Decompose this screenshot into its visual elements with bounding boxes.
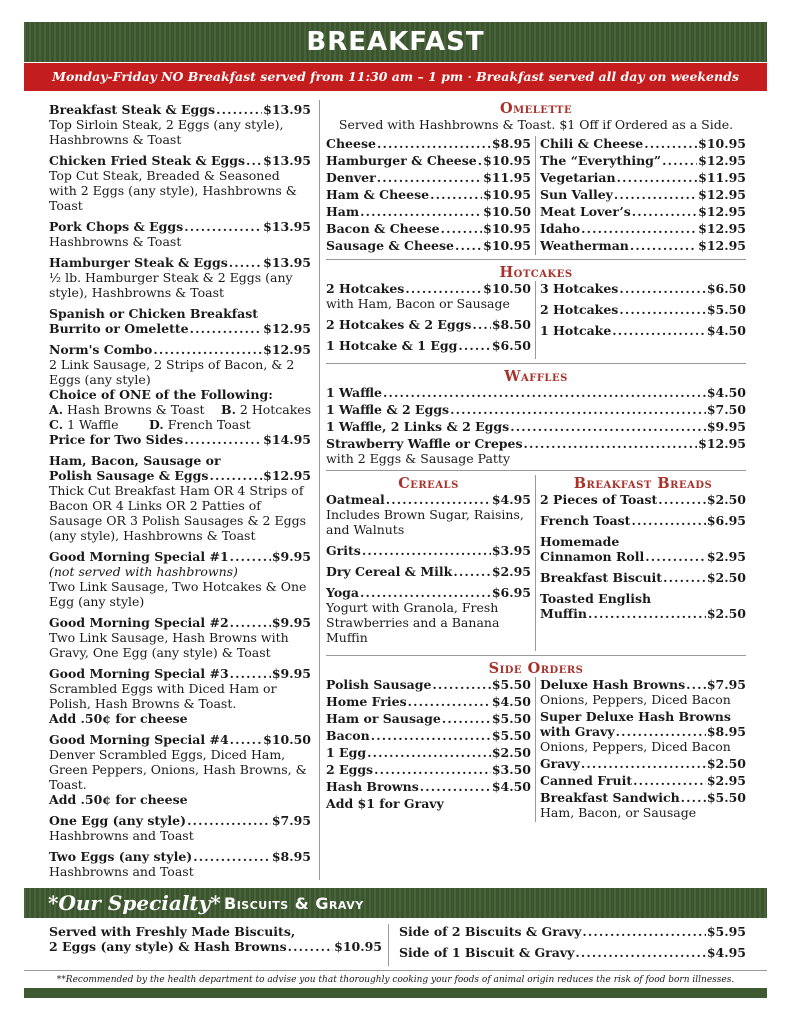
menu-item	[399, 924, 746, 939]
menu-item	[540, 153, 746, 168]
menu-item	[326, 728, 531, 743]
left-column	[49, 102, 311, 885]
item-desc: Two Link Sausage, Two Hotcakes & One Egg (any style)	[49, 579, 307, 609]
cereals-title: Cereals	[398, 475, 459, 492]
item-name: 2 Hotcakes & 2 Eggs	[326, 317, 472, 332]
menu-item	[326, 170, 531, 185]
item-price: $14.95	[263, 432, 311, 447]
item-name: Idaho	[540, 221, 581, 236]
item-name: Ham or Sausage	[326, 711, 441, 726]
item-desc: ½ lb. Hamburger Steak & 2 Eggs (any style), Hashbrowns & Toast	[49, 270, 293, 300]
item-price: $9.95	[706, 419, 746, 434]
item-name: Norm's Combo	[49, 342, 153, 357]
menu-item	[49, 219, 311, 249]
menu-item	[49, 732, 311, 807]
item-price: $10.95	[698, 136, 746, 151]
menu-item	[326, 419, 746, 434]
menu-item	[326, 492, 531, 537]
omelette-subtitle: Served with Hashbrowns & Toast. $1 Off if Ordered as a Side.	[338, 117, 734, 132]
item-price: $4.50	[491, 779, 531, 794]
item-price: $11.95	[483, 170, 531, 185]
menu-item	[326, 564, 531, 579]
gravy-addon: Add $1 for Gravy	[326, 796, 444, 811]
item-desc: Ham, Bacon, or Sausage	[540, 805, 697, 820]
item-price: $6.50	[706, 281, 746, 296]
item-name: with Gravy	[540, 724, 615, 739]
item-name: Muffin	[540, 606, 588, 621]
item-price: $8.95	[271, 849, 311, 864]
item-name: Two Eggs (any style)	[49, 849, 193, 864]
item-price: $6.50	[491, 338, 531, 353]
item-name: Breakfast Sandwich	[540, 790, 680, 805]
menu-item	[540, 756, 746, 771]
item-price: $5.50	[491, 711, 531, 726]
menu-item	[326, 677, 531, 692]
waffles-list	[326, 385, 746, 466]
menu-item	[49, 813, 311, 843]
menu-title: BREAKFAST	[24, 22, 767, 62]
item-name: Cinnamon Roll	[540, 549, 645, 564]
item-desc: Two Link Sausage, Hash Browns with Gravy, One Egg (any style) & Toast	[49, 630, 289, 660]
item-price: $10.95	[483, 221, 531, 236]
menu-item	[540, 513, 746, 528]
omelette-title: Omelette	[499, 100, 573, 117]
item-name: Chili & Cheese	[540, 136, 644, 151]
item-name: Bacon & Cheese	[326, 221, 440, 236]
item-name: Sun Valley	[540, 187, 613, 202]
item-price: $3.95	[491, 543, 531, 558]
menu-item	[326, 762, 531, 777]
item-name: Good Morning Special #4	[49, 732, 229, 747]
menu-item	[326, 221, 531, 236]
item-desc: Yogurt with Granola, Fresh Strawberries and a Banana Muffin	[326, 600, 500, 645]
menu-item	[399, 945, 746, 960]
item-price: $10.50	[263, 732, 311, 747]
menu-item	[540, 136, 746, 151]
menu-item	[326, 136, 531, 151]
item-name: Dry Cereal & Milk	[326, 564, 453, 579]
menu-item	[540, 302, 746, 317]
item-name-line: Homemade	[540, 534, 620, 549]
item-price: $2.95	[706, 549, 746, 564]
item-name: Deluxe Hash Browns	[540, 677, 686, 692]
item-name: Yoga	[326, 585, 360, 600]
right-column	[326, 100, 746, 822]
item-price: $4.50	[706, 323, 746, 338]
choice-row: A. Hash Browns & Toast B. 2 Hotcakes	[49, 402, 312, 417]
item-name-line: Served with Freshly Made Biscuits,	[49, 924, 296, 939]
item-price: $8.50	[491, 317, 531, 332]
item-name: Canned Fruit	[540, 773, 633, 788]
item-price: $10.50	[483, 204, 531, 219]
item-price: $12.95	[698, 238, 746, 253]
item-desc: Onions, Peppers, Diced Bacon	[540, 692, 731, 707]
bottom-bar	[24, 988, 767, 998]
item-price: $12.95	[263, 321, 311, 336]
item-name: Side of 2 Biscuits & Gravy	[399, 924, 582, 939]
item-name: Hamburger Steak & Eggs	[49, 255, 228, 270]
item-name: Price for Two Sides	[49, 432, 184, 447]
item-name: 1 Hotcake & 1 Egg	[326, 338, 458, 353]
specialty-title: Biscuits & Gravy	[224, 894, 364, 913]
menu-item	[49, 306, 311, 336]
column-divider	[319, 100, 320, 880]
omelette-list	[326, 136, 746, 255]
item-price: $7.50	[706, 402, 746, 417]
item-name: Ham & Cheese	[326, 187, 430, 202]
item-name: 1 Waffle & 2 Eggs	[326, 402, 450, 417]
menu-item	[540, 570, 746, 585]
item-name: Vegetarian	[540, 170, 616, 185]
item-price: $8.95	[706, 724, 746, 739]
item-price: $5.95	[706, 924, 746, 939]
item-price: $5.50	[706, 302, 746, 317]
item-price: $4.50	[491, 694, 531, 709]
item-name: 3 Hotcakes	[540, 281, 619, 296]
item-price: $4.95	[491, 492, 531, 507]
cereals-breads	[326, 475, 746, 651]
item-name: 1 Egg	[326, 745, 367, 760]
menu-item	[540, 534, 746, 564]
item-name: Grits	[326, 543, 361, 558]
item-name-line: Ham, Bacon, Sausage or	[49, 453, 221, 468]
specialty-label: *Our Specialty*	[48, 891, 221, 915]
item-price: $7.95	[271, 813, 311, 828]
item-name: 2 Pieces of Toast	[540, 492, 658, 507]
menu-item	[540, 323, 746, 338]
item-name: 2 Hotcakes	[540, 302, 619, 317]
item-price: $12.95	[698, 153, 746, 168]
sides-list	[326, 677, 746, 822]
menu-item	[326, 745, 531, 760]
menu-item	[326, 436, 746, 466]
item-desc: Top Sirloin Steak, 2 Eggs (any style), Hashbrowns & Toast	[49, 117, 284, 147]
item-price: $9.95	[271, 615, 311, 630]
item-name: 2 Eggs (any style) & Hash Browns	[49, 939, 287, 954]
waffles-title: Waffles	[504, 368, 568, 385]
item-name: Oatmeal	[326, 492, 385, 507]
item-price: $2.50	[706, 756, 746, 771]
item-price: $5.50	[491, 728, 531, 743]
menu-item	[49, 342, 311, 447]
menu-item	[540, 170, 746, 185]
item-name: Sausage & Cheese	[326, 238, 454, 253]
item-name: Polish Sausage & Eggs	[49, 468, 209, 483]
item-name: Weatherman	[540, 238, 629, 253]
item-price: $12.95	[698, 187, 746, 202]
item-desc: Thick Cut Breakfast Ham OR 4 Strips of Bacon OR 4 Links OR 2 Patties of Sausage OR 3 Polish Sausages & 2 Eggs (any style), Hashbrowns & Toast	[49, 483, 307, 543]
menu-item	[326, 779, 531, 794]
item-price: $7.95	[706, 677, 746, 692]
item-price: $12.95	[698, 204, 746, 219]
menu-item	[540, 492, 746, 507]
item-desc: Hashbrowns & Toast	[49, 234, 182, 249]
menu-item	[326, 187, 531, 202]
item-desc: with Ham, Bacon or Sausage	[326, 296, 510, 311]
menu-item	[540, 221, 746, 236]
item-price: $10.95	[334, 939, 382, 954]
item-desc: with 2 Eggs & Sausage Patty	[326, 451, 511, 466]
item-price: $12.95	[263, 342, 311, 357]
item-price: $2.50	[491, 745, 531, 760]
menu-item	[326, 711, 531, 726]
item-name: Cheese	[326, 136, 376, 151]
item-name: Burrito or Omelette	[49, 321, 189, 336]
hotcakes-title: Hotcakes	[499, 264, 573, 281]
item-desc: Top Cut Steak, Breaded & Seasoned with 2 Eggs (any style), Hashbrowns & Toast	[49, 168, 297, 213]
menu-item	[326, 694, 531, 709]
item-name: Pork Chops & Eggs	[49, 219, 184, 234]
item-name: 2 Hotcakes	[326, 281, 405, 296]
menu-item	[326, 585, 531, 645]
choice-title: Choice of ONE of the Following:	[49, 387, 273, 402]
item-name: Breakfast Biscuit	[540, 570, 663, 585]
item-name: Home Fries	[326, 694, 407, 709]
item-name: Denver	[326, 170, 376, 185]
biscuits-section	[49, 924, 746, 966]
item-price: $13.95	[263, 102, 311, 117]
item-name-line: Super Deluxe Hash Browns	[540, 709, 731, 724]
item-desc: Denver Scrambled Eggs, Diced Ham, Green Peppers, Onions, Hash Browns, & Toast.	[49, 747, 307, 792]
menu-item	[326, 402, 746, 417]
item-name: 1 Waffle	[326, 385, 383, 400]
hotcakes-list	[326, 281, 746, 359]
item-price: $2.50	[706, 492, 746, 507]
menu-item	[326, 238, 531, 253]
item-price: $10.95	[483, 187, 531, 202]
item-name: Strawberry Waffle or Crepes	[326, 436, 523, 451]
item-price: $6.95	[491, 585, 531, 600]
item-name-line: Spanish or Chicken Breakfast	[49, 306, 259, 321]
menu-item	[326, 153, 531, 168]
menu-item	[540, 281, 746, 296]
specialty-banner	[24, 888, 767, 918]
item-name: French Toast	[540, 513, 631, 528]
item-price: $10.50	[483, 281, 531, 296]
menu-item	[540, 677, 746, 707]
menu-item	[326, 204, 531, 219]
item-name-line: Toasted English	[540, 591, 652, 606]
item-price: $5.50	[706, 790, 746, 805]
menu-item	[49, 102, 311, 147]
menu-item	[49, 666, 311, 726]
item-price: $13.95	[263, 255, 311, 270]
item-addon: Add .50¢ for cheese	[49, 711, 188, 726]
hours-notice: Monday-Friday NO Breakfast served from 11:30 am – 1 pm · Breakfast served all day on weekends	[24, 63, 767, 91]
item-name: Hamburger & Cheese	[326, 153, 477, 168]
menu-item	[540, 591, 746, 621]
item-price: $12.95	[698, 436, 746, 451]
item-name: Good Morning Special #3	[49, 666, 229, 681]
item-price: $12.95	[698, 221, 746, 236]
item-desc: Includes Brown Sugar, Raisins, and Walnuts	[326, 507, 524, 537]
item-price: $10.95	[483, 153, 531, 168]
menu-item	[326, 338, 531, 353]
item-name: Good Morning Special #1	[49, 549, 229, 564]
menu-item	[540, 773, 746, 788]
item-desc: Onions, Peppers, Diced Bacon	[540, 739, 731, 754]
item-desc: Hashbrowns and Toast	[49, 828, 194, 843]
item-name: One Egg (any style)	[49, 813, 187, 828]
breads-title: Breakfast Breads	[573, 475, 713, 492]
item-name: Chicken Fried Steak & Eggs	[49, 153, 246, 168]
item-name: Bacon	[326, 728, 370, 743]
item-name: 1 Hotcake	[540, 323, 612, 338]
item-name: Ham	[326, 204, 360, 219]
item-name: Gravy	[540, 756, 580, 771]
item-addon: Add .50¢ for cheese	[49, 792, 188, 807]
item-price: $9.95	[271, 666, 311, 681]
item-price: $9.95	[271, 549, 311, 564]
menu-item	[49, 849, 311, 879]
menu-item	[540, 187, 746, 202]
menu-item	[326, 543, 531, 558]
item-name: Hash Browns	[326, 779, 419, 794]
item-price: $4.50	[706, 385, 746, 400]
menu-item	[326, 385, 746, 400]
item-price: $5.50	[491, 677, 531, 692]
item-price: $13.95	[263, 153, 311, 168]
item-name: Side of 1 Biscuit & Gravy	[399, 945, 575, 960]
item-price: $12.95	[263, 468, 311, 483]
item-name: Breakfast Steak & Eggs	[49, 102, 216, 117]
item-price: $2.50	[706, 606, 746, 621]
item-name: 2 Eggs	[326, 762, 374, 777]
item-name: Polish Sausage	[326, 677, 432, 692]
item-note: (not served with hashbrowns)	[49, 564, 238, 579]
item-price: $2.95	[706, 773, 746, 788]
menu-item	[540, 238, 746, 253]
item-name: The “Everything”	[540, 153, 662, 168]
item-price: $13.95	[263, 219, 311, 234]
item-price: $4.95	[706, 945, 746, 960]
item-desc: Hashbrowns and Toast	[49, 864, 194, 879]
menu-item	[326, 317, 531, 332]
item-price: $6.95	[706, 513, 746, 528]
item-price: $10.95	[483, 238, 531, 253]
menu-item	[49, 153, 311, 213]
item-name: 1 Waffle, 2 Links & 2 Eggs	[326, 419, 510, 434]
menu-item	[540, 204, 746, 219]
menu-item	[326, 281, 531, 311]
item-desc: 2 Link Sausage, 2 Strips of Bacon, & 2 Eggs (any style)	[49, 357, 295, 387]
menu-item	[540, 790, 746, 820]
item-name: Good Morning Special #2	[49, 615, 229, 630]
menu-item	[49, 549, 311, 609]
menu-item	[540, 709, 746, 754]
item-name: Meat Lover’s	[540, 204, 631, 219]
menu-item	[49, 615, 311, 660]
health-disclaimer: **Recommended by the health department to advise you that thoroughly cooking your foods of animal origin reduces the risk of food born illnesses.	[24, 970, 767, 986]
menu-item	[49, 453, 311, 543]
item-price: $11.95	[698, 170, 746, 185]
item-price: $2.50	[706, 570, 746, 585]
item-price: $3.50	[491, 762, 531, 777]
menu-item	[49, 255, 311, 300]
item-desc: Scrambled Eggs with Diced Ham or Polish, Hash Browns & Toast.	[49, 681, 277, 711]
choice-row: C. 1 Waffle D. French Toast	[49, 417, 251, 432]
item-price: $8.95	[491, 136, 531, 151]
sides-title: Side Orders	[488, 660, 584, 677]
item-price: $2.95	[491, 564, 531, 579]
